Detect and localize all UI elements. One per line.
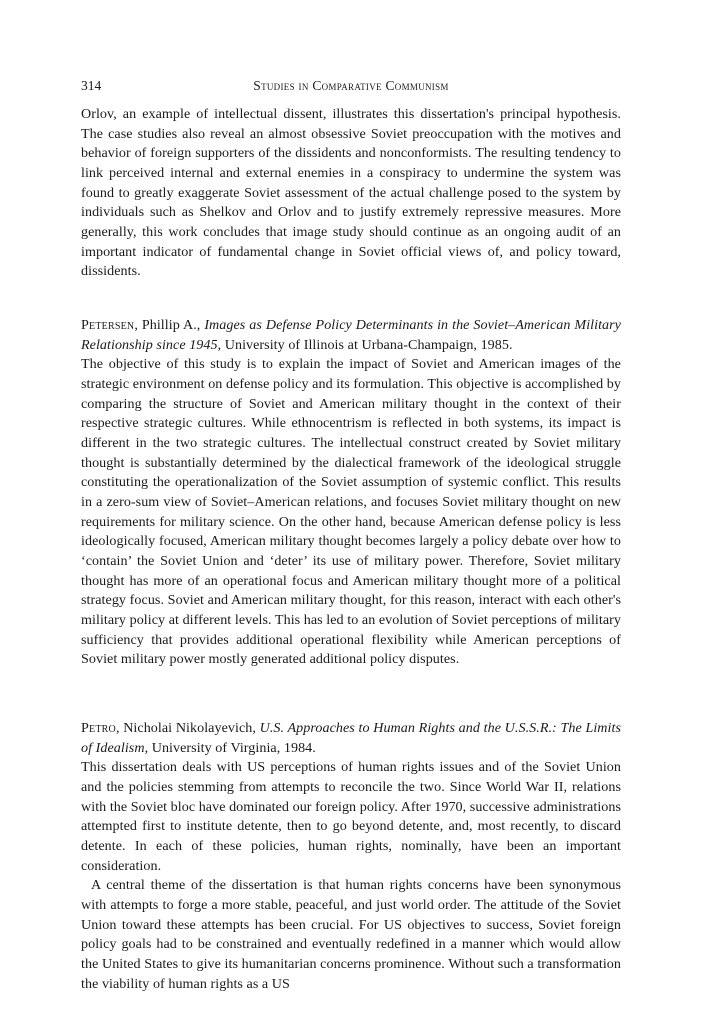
author-given-names: , Phillip A.,: [134, 317, 205, 333]
continuation-abstract: [81, 105, 621, 282]
entry-citation: [81, 316, 621, 355]
entry-citation: [81, 719, 621, 758]
dissertation-entry-petersen: [81, 316, 621, 670]
dissertation-title: Images as Defense Policy Determinants in the Soviet–American Military Relationship since 1945: [81, 317, 621, 353]
dissertation-entry-petro: [81, 719, 621, 994]
continuation-paragraph: Orlov, an example of intellectual dissent, illustrates this dissertation's principal hypothesis. The case studies also reveal an almost obsessive Soviet preoccupation with the motives and behavior of foreign supporters of the dissidents and nonconformists. The resulting tendency to link perceived internal and external enemies in a conspiracy to undermine the system was found to greatly exaggerate Soviet assessment of the actual challenge posed to the system by individuals such as Shelkov and Orlov and to justify extremely repressive measures. More generally, this work concludes that image study should continue as an ongoing audit of an important indicator of fundamental change in Soviet official views of, and policy toward, dissidents.: [81, 106, 621, 280]
journal-title: Studies in Comparative Communism: [253, 78, 449, 93]
institution-year: , University of Virginia, 1984.: [144, 739, 316, 756]
page-number: 314: [81, 78, 102, 93]
abstract-paragraph: The objective of this study is to explain the impact of Soviet and American images of the strategic environment on defense policy and its formulation. This objective is accomplished by comparing the structure of Soviet and American military thought in the context of their respective strategic cultures. While ethnocentrism is reflected in both systems, its impact is different in the two strategic cultures. The intellectual construct created by Soviet military thought is substantially determined by the dialectical framework of the ideological struggle constituting the operationalization of the Soviet assumption of systemic conflict. This results in a zero-sum view of Soviet–American relations, and focuses Soviet military thought on new requirements for military science. On the other hand, because American defense policy is less ideologically focused, American military thought becomes largely a policy debate over how to ‘contain’ the Soviet Union and ‘deter’ its use of military power. Therefore, Soviet military thought has more of an operational focus and American military thought more of a political strategy focus. Soviet and American military thought, for this reason, interact with each other's military policy at different levels. This has led to an evolution of Soviet perceptions of military sufficiency that provides additional operational flexibility while American perceptions of Soviet military power mostly generated additional policy disputes.: [81, 356, 621, 668]
dissertation-title: U.S. Approaches to Human Rights and the U.S.S.R.: The Limits of Idealism: [81, 720, 622, 756]
institution-year: , University of Illinois at Urbana-Champaign, 1985.: [217, 336, 513, 353]
author-surname: Petersen: [81, 317, 135, 333]
abstract-paragraph: This dissertation deals with US perceptions of human rights issues and of the Soviet Union and the policies stemming from attempts to reconcile the two. Since World War II, relations with the Soviet bloc have dominated our foreign policy. After 1970, successive administrations attempted first to institute detente, then to go beyond detente, and, most recently, to discard detente. In each of these policies, human rights, nominally, have been an important consideration.: [81, 759, 622, 874]
running-head: [81, 76, 621, 96]
author-given-names: , Nicholai Nikolayevich,: [115, 720, 260, 736]
abstract-paragraph: A central theme of the dissertation is that human rights concerns have been synonymous with attempts to forge a more stable, peaceful, and just world order. The attitude of the Soviet Union toward these attempts has been crucial. For US objectives to success, Soviet foreign policy goals had to be constrained and eventually redefined in a manner which would allow the United States to give its humanitarian concerns prominence. Without such a transformation the viability of human rights as a US: [81, 877, 621, 992]
author-surname: Petro: [81, 720, 116, 736]
